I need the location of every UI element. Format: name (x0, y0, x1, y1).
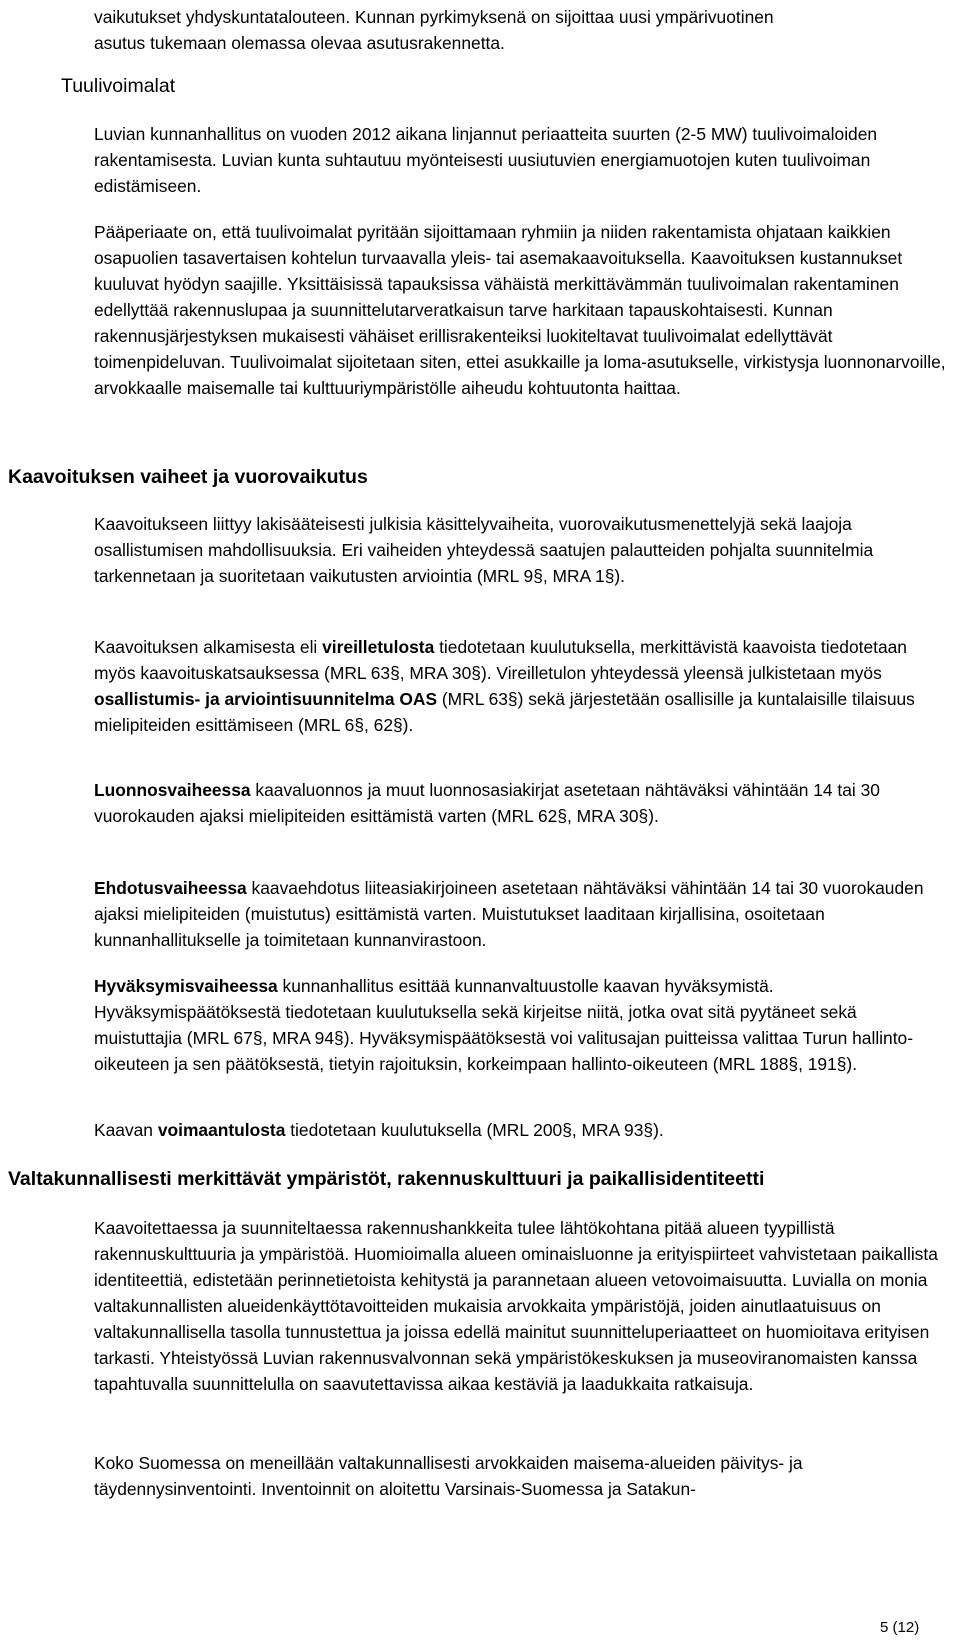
text-run: tiedotetaan kuulutuksella (MRL 200§, MRA 93§). (285, 1120, 664, 1140)
vaiheet-paragraph-luonnos (94, 777, 946, 829)
page-number: 5 (12) (880, 1619, 920, 1636)
heading-kaavoituksen-vaiheet: Kaavoituksen vaiheet ja vuorovaikutus (8, 466, 368, 488)
vaiheet-paragraph-vireilletulo (94, 634, 946, 738)
text-run: Kaavoituksen alkamisesta eli (94, 637, 323, 657)
intro-paragraph (94, 4, 946, 56)
vaiheet-paragraph-1: Kaavoitukseen liittyy lakisääteisesti julkisia käsittelyvaiheita, vuorovaikutusmenettelyjä sekä laajoja osallistumisen mahdollisuuksia. Eri vaiheiden yhteydessä saatujen palautteiden pohjalta suunnitelmia tarkennetaan ja suoritetaan vaikutusten arviointia (MRL 9§, MRA 1§). (94, 514, 874, 586)
valtakunnallisesti-paragraph-2: Koko Suomessa on meneillään valtakunnallisesti arvokkaiden maisema-alueiden päivitys- ja täydennysinventointi. Inventoinnit on aloitettu Varsinais-Suomessa ja Satakun- (94, 1453, 803, 1499)
text-run: Kaavan (94, 1120, 158, 1140)
vaiheet-paragraph-ehdotus (94, 875, 946, 953)
vaiheet-paragraph-hyvaksyminen (94, 973, 946, 1077)
text-run: (MRL 63§) sekä järjestetään osallisille ja kuntalaisille tilaisuus mielipiteiden esittämiseen (MRL 6§, 62§). (94, 689, 915, 735)
heading-tuulivoimalat: Tuulivoimalat (61, 75, 176, 97)
intro-line-2: asutus tukemaan olemassa olevaa asutusrakennetta. (94, 33, 505, 53)
term-vireilletulo: vireilletulosta (322, 637, 435, 657)
term-oas: osallistumis- ja arviointisuunnitelma OAS (94, 689, 438, 709)
heading-valtakunnallisesti: Valtakunnallisesti merkittävät ympäristöt, rakennuskulttuuri ja paikallisidentiteetti (8, 1168, 765, 1190)
text-run: kunnanhallitus esittää kunnanvaltuustolle kaavan hyväksymistä. Hyväksymispäätöksestä tiedotetaan kuulutuksella sekä kirjeitse niitä, jotka ovat sitä pyytäneet sekä muistuttajia (MRL 67§, MRA 94§). Hyväksymispäätöksestä voi valitusajan puitteissa valittaa Turun hallinto-oikeuteen ja sen päätöksestä, tietyin rajoituksin, korkeimpaan hallinto-oikeuteen (MRL 188§, 191§). (94, 976, 914, 1074)
text-run: kaavaluonnos ja muut luonnosasiakirjat asetetaan nähtäväksi vähintään 14 tai 30 vuorokauden ajaksi mielipiteiden esittämistä varten (MRL 62§, MRA 30§). (94, 780, 880, 826)
vaiheet-paragraph-voimaantulo (94, 1117, 946, 1143)
text-run: kaavaehdotus liiteasiakirjoineen asetetaan nähtäväksi vähintään 14 tai 30 vuorokauden ajaksi mielipiteiden (muistutus) esittämistä varten. Muistutukset laaditaan kirjallisina, osoitetaan kunnanhallitukselle ja toimitetaan kunnanvirastoon. (94, 878, 924, 950)
valtakunnallisesti-paragraph-1: Kaavoitettaessa ja suunniteltaessa rakennushankkeita tulee lähtökohtana pitää alueen tyypillistä rakennuskulttuuria ja ympäristöä. Huomioimalla alueen ominaisluonne ja erityispiirteet vahvistetaan paikallista identiteettiä, edistetään perinnetietoista kehitystä ja parannetaan alueen vetovoimaisuutta. Luvialla on monia valtakunnallisten alueidenkäyttötavoitteiden mukaisia arvokkaita ympäristöjä, joiden ainutlaatuisuus on valtakunnallisella tasolla tunnustettua ja joissa edellä mainitut suunnitteluperiaatteet on huomioitava erityisen tarkasti. Yhteistyössä Luvian rakennusvalvonnan sekä ympäristökeskuksen ja museoviranomaisten kanssa tapahtuvalla suunnittelulla on saavutettavissa aikaa kestäviä ja laadukkaita ratkaisuja. (94, 1218, 938, 1394)
tuulivoimalat-paragraph-1: Luvian kunnanhallitus on vuoden 2012 aikana linjannut periaatteita suurten (2-5 MW) tuulivoimaloiden rakentamisesta. Luvian kunta suhtautuu myönteisesti uusiutuvien energiamuotojen kuten tuulivoiman edistämiseen. (94, 124, 878, 196)
tuulivoimalat-paragraph-2: Pääperiaate on, että tuulivoimalat pyritään sijoittamaan ryhmiin ja niiden rakentamista ohjataan kaikkien osapuolien tasavertaisen kohtelun turvaavalla yleis- tai asemakaavoituksella. Kaavoituksen kustannukset kuuluvat hyödyn saajille. Yksittäisissä tapauksissa vähäistä merkittävämmän tuulivoimalan rakentaminen edellyttää rakennuslupaa ja suunnittelutarveratkaisun tarve harkitaan tapauskohtaisesti. Kunnan rakennusjärjestyksen mukaisesti vähäiset erillisrakenteiksi luokiteltavat tuulivoimalat edellyttävät toimenpideluvan. Tuulivoimalat sijoitetaan siten, ettei asukkaille ja loma-asutukselle, virkistysja luonnonarvoille, arvokkaalle maisemalle tai kulttuuriympäristölle aiheudu kohtuutonta haittaa. (94, 222, 946, 398)
term-hyvaksymisvaihe: Hyväksymisvaiheessa (94, 976, 278, 996)
term-luonnosvaihe: Luonnosvaiheessa (94, 780, 251, 800)
term-ehdotusvaihe: Ehdotusvaiheessa (94, 878, 247, 898)
text-run: tiedotetaan kuulutuksella, merkittävistä kaavoista tiedotetaan myös kaavoituskatsauksessa (MRL 63§, MRA 30§). Vireilletulon yhteydessä yleensä julkistetaan myös (94, 637, 907, 683)
term-voimaantulo: voimaantulosta (157, 1120, 286, 1140)
intro-line-1: vaikutukset yhdyskuntatalouteen. Kunnan pyrkimyksenä on sijoittaa uusi ympärivuotinen (94, 7, 774, 27)
